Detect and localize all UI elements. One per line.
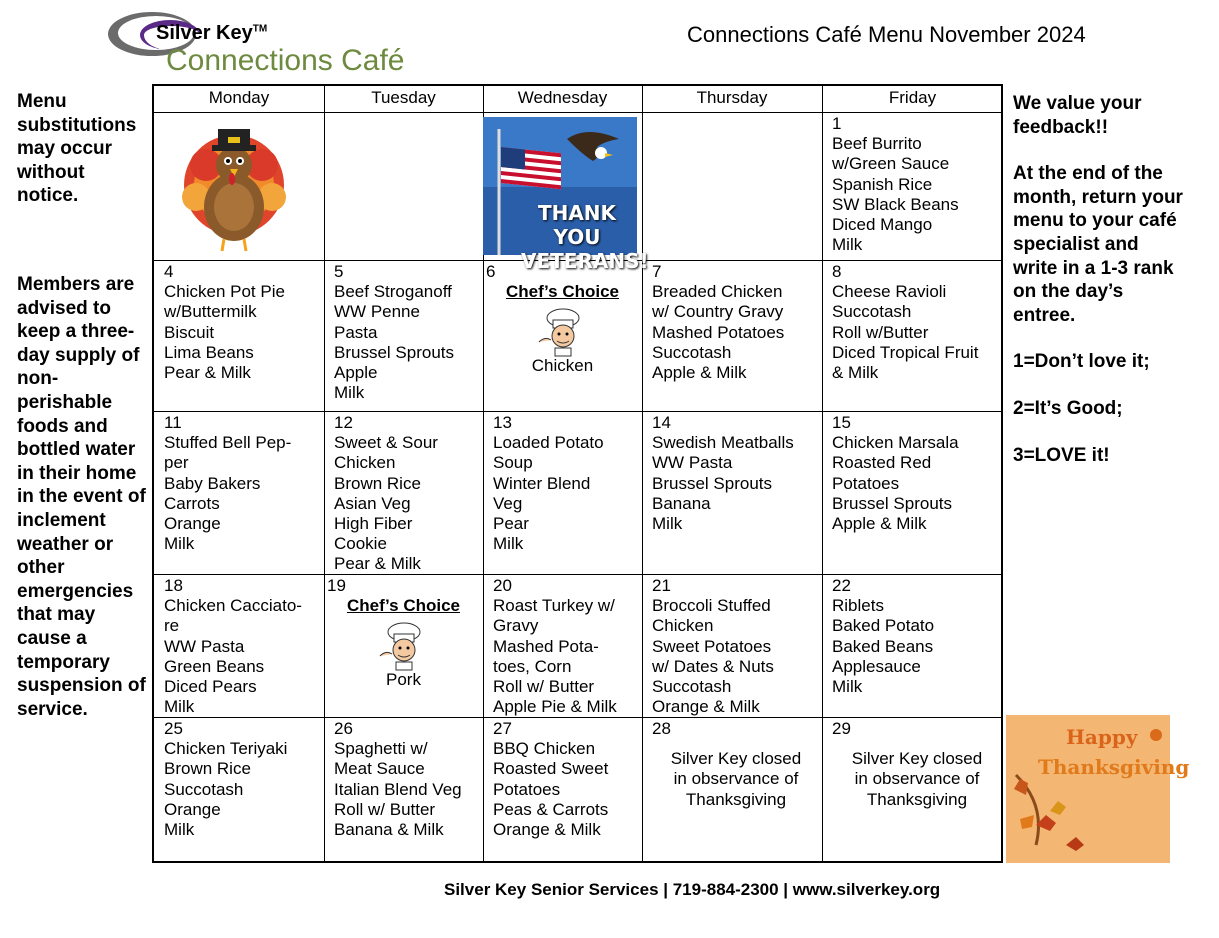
menu-item: Sweet & Sour (334, 433, 438, 453)
menu-item: Roll w/ Butter (334, 799, 436, 819)
menu-item: Mashed Pota- (493, 636, 599, 656)
menu-item: Diced Pears (164, 677, 257, 697)
menu-item: Apple & Milk (832, 514, 927, 534)
day-header-thursday: Thursday (696, 88, 768, 107)
date-number: 7 (652, 262, 662, 281)
cell-nov-15 (832, 413, 1002, 534)
menu-item: Baked Potato (832, 616, 935, 636)
cell-nov-4 (164, 262, 322, 383)
menu-item: Baby Bakers (164, 473, 261, 493)
menu-item: Succotash (652, 342, 732, 362)
menu-item: WW Pasta (164, 636, 245, 656)
menu-item: Milk (832, 235, 863, 255)
entree-label: Pork (386, 670, 421, 690)
menu-item: Asian Veg (334, 493, 411, 513)
menu-item: Green Beans (164, 656, 265, 676)
cell-nov-14 (652, 413, 820, 534)
menu-item: w/ Dates & Nuts (652, 656, 774, 676)
day-header-monday: Monday (208, 88, 270, 107)
menu-item: WW Pasta (652, 453, 733, 473)
menu-item: Milk (334, 383, 365, 403)
menu-item: Pear & Milk (164, 363, 251, 383)
rank-3: 3=LOVE it! (1013, 444, 1110, 466)
menu-item: Veg (493, 493, 523, 513)
menu-item: Milk (164, 820, 195, 840)
menu-item: Chicken (652, 616, 714, 636)
happy-thanksgiving-image (1006, 715, 1190, 863)
menu-item: Banana & Milk (334, 820, 444, 840)
menu-item: Orange (164, 514, 221, 534)
menu-item: Brussel Sprouts (652, 473, 772, 493)
menu-item: Roll w/Butter (832, 322, 929, 342)
date-number: 26 (334, 719, 353, 738)
date-number: 13 (493, 413, 512, 432)
cell-nov-18 (164, 576, 322, 717)
footer-contact: Silver Key Senior Services | 719-884-2300 | www.silverkey.org (444, 880, 941, 899)
menu-item: Roasted Sweet (493, 759, 609, 779)
menu-item: Milk (164, 534, 195, 554)
menu-item: Milk (652, 514, 683, 534)
turkey-illustration (176, 115, 292, 255)
menu-item: Orange & Milk (493, 820, 601, 840)
menu-item: Brussel Sprouts (334, 342, 454, 362)
menu-item: Orange (164, 799, 221, 819)
cell-nov-11 (164, 413, 322, 554)
menu-item: Swedish Meatballs (652, 433, 794, 453)
menu-item: Carrots (164, 493, 220, 513)
cell-nov-25 (164, 719, 322, 840)
menu-item: Succotash (164, 779, 244, 799)
date-number: 5 (334, 262, 344, 281)
menu-item: Biscuit (164, 322, 215, 342)
menu-item: Spaghetti w/ (334, 739, 428, 759)
menu-item: High Fiber (334, 514, 413, 534)
menu-item: Roll w/ Butter (493, 677, 595, 697)
chefs-choice-label: Chef’s Choice (346, 596, 461, 616)
date-number: 19 (327, 576, 346, 595)
date-number: 8 (832, 262, 842, 281)
menu-item: Orange & Milk (652, 697, 760, 717)
date-number: 15 (832, 413, 851, 432)
cell-nov-26 (334, 719, 482, 840)
menu-item: Italian Blend Veg (334, 779, 462, 799)
menu-item: toes, Corn (493, 656, 572, 676)
cell-nov-12 (334, 413, 482, 575)
closed-notice: Thanksgiving (866, 789, 968, 809)
cell-nov-1 (832, 114, 1000, 255)
menu-item: Chicken Cacciato- (164, 596, 302, 616)
feedback-instructions: At the end of the month, return your menu to your café specialist and write in a 1-3 rank on the day’s entree. (1013, 163, 1183, 326)
date-number: 14 (652, 413, 671, 432)
cell-nov-22 (832, 576, 1002, 697)
closed-notice: Silver Key closed (670, 749, 802, 769)
menu-item: Apple Pie & Milk (493, 697, 617, 717)
cell-nov-7 (652, 262, 820, 383)
menu-item: Milk (493, 534, 524, 554)
date-number: 28 (652, 719, 671, 738)
logo-cafe-name: Connections Café (166, 44, 405, 77)
menu-item: Stuffed Bell Pep- (164, 433, 292, 453)
feedback-panel (1013, 92, 1183, 467)
cell-nov-21 (652, 576, 820, 717)
day-header-friday: Friday (888, 88, 937, 107)
menu-item: BBQ Chicken (493, 739, 596, 759)
menu-item: Pear (493, 514, 529, 534)
cell-nov-5 (334, 262, 482, 403)
menu-item: Breaded Chicken (652, 282, 783, 302)
date-number: 21 (652, 576, 671, 595)
date-number: 18 (164, 576, 183, 595)
menu-item: Apple (334, 363, 378, 383)
day-header-wednesday: Wednesday (517, 88, 608, 107)
menu-item: Lima Beans (164, 342, 254, 362)
rank-2: 2=It’s Good; (1013, 397, 1123, 419)
menu-item: Banana (652, 493, 711, 513)
menu-item: Spanish Rice (832, 174, 933, 194)
cell-nov-13 (493, 413, 641, 554)
menu-item: Beef Stroganoff (334, 282, 452, 302)
menu-item: Milk (832, 677, 863, 697)
menu-item: Winter Blend (493, 473, 591, 493)
menu-item: Soup (493, 453, 533, 473)
menu-item: w/Green Sauce (832, 154, 950, 174)
menu-item: Roasted Red (832, 453, 932, 473)
menu-item: Pear & Milk (334, 554, 421, 574)
menu-item: Peas & Carrots (493, 799, 609, 819)
menu-item: Mashed Potatoes (652, 322, 785, 342)
menu-item: Apple & Milk (652, 363, 747, 383)
date-number: 6 (486, 262, 496, 281)
menu-item: Sweet Potatoes (652, 636, 772, 656)
menu-item: per (164, 453, 189, 473)
substitution-note: Menu substitutions may occur without notice. (17, 91, 137, 207)
chef-icon (374, 622, 434, 670)
menu-item: Chicken Marsala (832, 433, 959, 453)
menu-item: Brussel Sprouts (832, 493, 952, 513)
menu-item: w/ Country Gravy (652, 302, 784, 322)
cell-nov-28 (652, 719, 820, 810)
menu-item: Diced Mango (832, 215, 933, 235)
cell-nov-19 (327, 576, 480, 691)
menu-item: Applesauce (832, 656, 921, 676)
menu-item: Milk (164, 697, 195, 717)
cell-nov-6 (486, 262, 639, 377)
menu-item: Brown Rice (334, 473, 421, 493)
menu-item: Gravy (493, 616, 539, 636)
menu-item: re (164, 616, 180, 636)
menu-item: & Milk (832, 363, 879, 383)
cell-nov-27 (493, 719, 641, 840)
emergency-note: Members are advised to keep a three-day supply of non-perishable foods and bottled water in their home in the event of inclement weather or other emergencies that may cause a temporary suspension of service. (17, 274, 146, 720)
date-number: 20 (493, 576, 512, 595)
menu-item: Beef Burrito (832, 134, 922, 154)
menu-item: Riblets (832, 596, 884, 616)
day-header-tuesday: Tuesday (371, 88, 436, 107)
closed-notice: in observance of (854, 769, 980, 789)
menu-item: SW Black Beans (832, 194, 959, 214)
date-number: 12 (334, 413, 353, 432)
menu-item: Cheese Ravioli (832, 282, 947, 302)
menu-item: Potatoes (832, 473, 900, 493)
closed-notice: in observance of (673, 769, 799, 789)
date-number: 27 (493, 719, 512, 738)
chef-icon (533, 308, 593, 356)
date-number: 11 (164, 413, 182, 432)
entree-label: Chicken (531, 356, 594, 376)
thank-you-veterans-image (483, 117, 649, 273)
closed-notice: Silver Key closed (851, 749, 983, 769)
chefs-choice-label: Chef’s Choice (505, 282, 620, 302)
veterans-caption: THANK YOU VETERANS! (521, 201, 649, 273)
menu-item: Baked Beans (832, 636, 934, 656)
cell-nov-29 (832, 719, 1002, 810)
date-number: 1 (832, 114, 842, 133)
menu-item: Succotash (652, 677, 732, 697)
logo-brand: Silver Key™ (156, 22, 268, 44)
closed-notice: Thanksgiving (685, 789, 787, 809)
menu-item: Meat Sauce (334, 759, 425, 779)
menu-item: w/Buttermilk (164, 302, 257, 322)
thanksgiving-word: Thanksgiving (1038, 755, 1190, 779)
menu-item: Chicken Pot Pie (164, 282, 285, 302)
menu-item: Broccoli Stuffed (652, 596, 771, 616)
menu-item: Potatoes (493, 779, 561, 799)
menu-item: Brown Rice (164, 759, 251, 779)
menu-item: Roast Turkey w/ (493, 596, 615, 616)
feedback-heading: We value your feedback!! (1013, 93, 1142, 138)
page-title: Connections Café Menu November 2024 (687, 22, 1086, 47)
menu-item: WW Penne (334, 302, 420, 322)
menu-item: Chicken (334, 453, 396, 473)
menu-item: Pasta (334, 322, 378, 342)
date-number: 4 (164, 262, 174, 281)
menu-item: Chicken Teriyaki (164, 739, 288, 759)
date-number: 29 (832, 719, 851, 738)
thanksgiving-happy: Happy (1066, 725, 1138, 749)
date-number: 25 (164, 719, 183, 738)
menu-item: Succotash (832, 302, 912, 322)
date-number: 22 (832, 576, 851, 595)
rank-1: 1=Don’t love it; (1013, 351, 1150, 373)
cell-nov-8 (832, 262, 1002, 383)
menu-item: Cookie (334, 534, 387, 554)
menu-item: Loaded Potato (493, 433, 604, 453)
silver-key-logo (108, 8, 428, 78)
menu-item: Diced Tropical Fruit (832, 342, 979, 362)
cell-nov-20 (493, 576, 641, 717)
